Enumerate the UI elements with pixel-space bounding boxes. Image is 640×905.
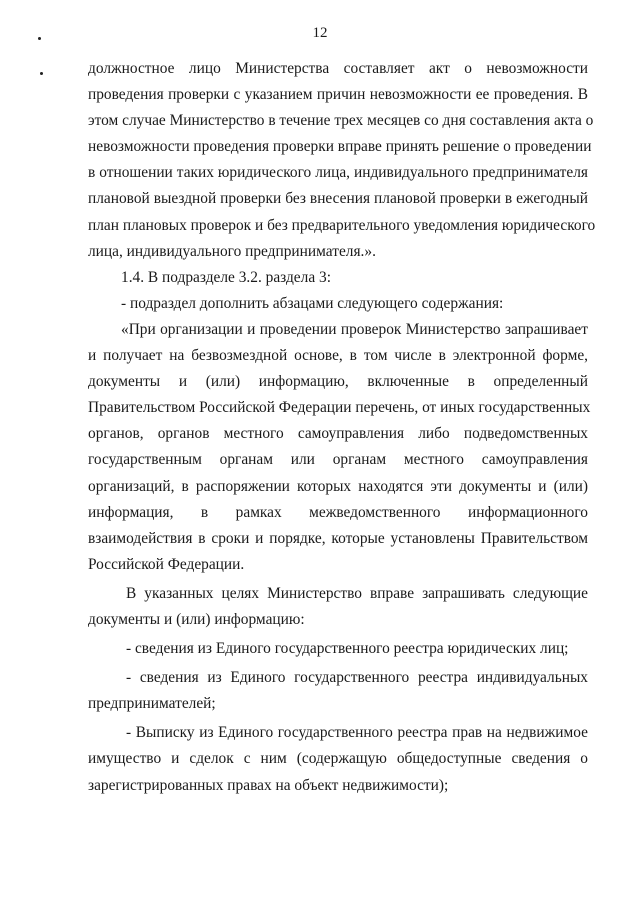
page-number: 12: [312, 25, 328, 41]
text-line: и получает на безвозмездной основе, в том числе в электронной форме,: [88, 347, 588, 365]
text-line: взаимодействия в сроки и порядке, которые установлены Правительством: [88, 529, 588, 547]
text-line: имущество и сделок с ним (содержащую общедоступные сведения о: [88, 750, 588, 768]
text-line: Правительством Российской Федерации перечень, от иных государственных: [88, 399, 591, 417]
text-line: зарегистрированных правах на объект недвижимости);: [88, 776, 449, 794]
text-line: этом случае Министерство в течение трех месяцев со дня составления акта о: [88, 112, 594, 130]
section-heading: 1.4. В подразделе 3.2. раздела 3:: [121, 268, 331, 286]
text-line: В указанных целях Министерство вправе запрашивать следующие: [126, 584, 588, 602]
text-line: должностное лицо Министерства составляет акт о невозможности: [88, 60, 588, 77]
text-line: в отношении таких юридического лица, индивидуального предпринимателя: [88, 164, 588, 182]
text-line: предпринимателей;: [88, 695, 216, 713]
scan-mark: [40, 72, 43, 75]
text-line: государственным органам или органам местного самоуправления: [88, 451, 588, 469]
text-line: «При организации и проведении проверок Министерство запрашивает: [121, 320, 588, 338]
text-line: органов, органов местного самоуправления либо подведомственных: [88, 425, 588, 443]
text-line: документы и (или) информацию, включенные в определенный: [88, 373, 588, 391]
text-line: невозможности проведения проверки вправе принять решение о проведении: [88, 138, 592, 156]
text-line: Российской Федерации.: [88, 555, 245, 573]
list-item: - Выписку из Единого государственного реестра прав на недвижимое: [126, 724, 588, 742]
text-line: плановой выездной проверки без внесения плановой проверки в ежегодный: [88, 190, 588, 208]
document-body: [88, 56, 596, 799]
list-item: - сведения из Единого государственного реестра юридических лиц;: [126, 640, 569, 658]
text-line: информация, в рамках межведомственного информационного: [88, 503, 588, 521]
text-line: проведения проверки с указанием причин невозможности ее проведения. В: [88, 86, 588, 104]
text-line: документы и (или) информацию:: [88, 610, 305, 628]
text-line: лица, индивидуального предпринимателя.».: [88, 242, 376, 260]
text-line: организаций, в распоряжении которых находятся эти документы и (или): [88, 477, 588, 495]
text-line: - подраздел дополнить абзацами следующего содержания:: [121, 294, 504, 312]
list-item: - сведения из Единого государственного реестра индивидуальных: [126, 669, 588, 687]
text-line: план плановых проверок и без предварительного уведомления юридического: [88, 216, 596, 234]
